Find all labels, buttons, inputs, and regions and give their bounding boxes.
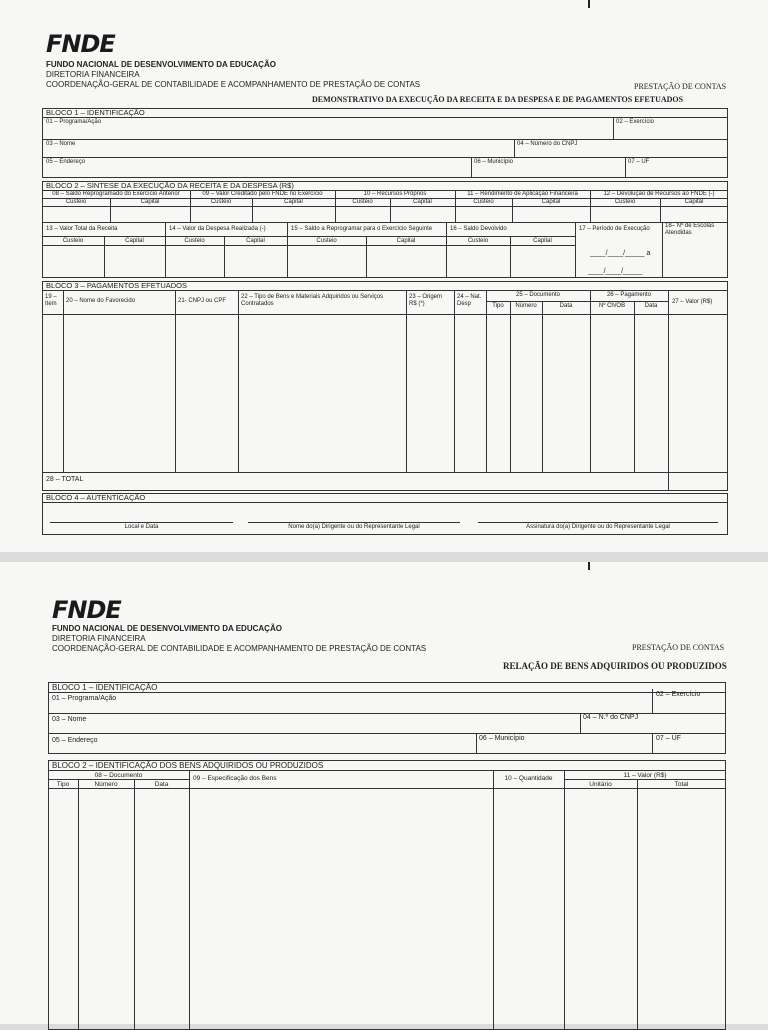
bloco2-header: BLOCO 2 – IDENTIFICAÇÃO DOS BENS ADQUIRIDOS OU PRODUZIDOS [52, 761, 324, 770]
custeio-label: Custeio [467, 238, 489, 244]
uf-field[interactable]: 07 – UF [628, 159, 650, 165]
cnpj-field[interactable]: 04 – N.º do CNPJ [583, 714, 639, 721]
binder-mark [588, 562, 590, 570]
doc-numero-header: Número [515, 303, 537, 309]
devolucao-recursos-header: 12 – Devolução de Recursos ao FNDE (-) [603, 191, 715, 197]
pag-ch-ob-header: Nº Ch/OB [598, 303, 626, 309]
periodo-inicio[interactable]: ____/____/_____ a [590, 250, 651, 257]
fnde-logo: FNDE [52, 596, 121, 624]
escolas-atendidas-header: 18– Nº de Escolas Atendidas [665, 223, 715, 236]
valor-header: 11 – Valor (R$) [623, 772, 667, 779]
especificacao-header: 09 – Especificação dos Bens [193, 775, 277, 782]
saldo-reprogramar-header: 15 – Saldo a Reprogramar para o Exercício Seguinte [291, 226, 433, 232]
nome-field[interactable]: 03 – Nome [52, 716, 87, 723]
total-row-label: 28 – TOTAL [46, 476, 84, 483]
form-title: DEMONSTRATIVO DA EXECUÇÃO DA RECEITA E DA DESPESA E DE PAGAMENTOS EFETUADOS [312, 95, 684, 104]
bloco4-header: BLOCO 4 – AUTENTICAÇÃO [46, 493, 146, 502]
programa-field[interactable]: 01 – Programa/Ação [52, 695, 117, 702]
directorate-name: DIRETORIA FINANCEIRA [46, 70, 140, 79]
coordination-name: COORDENAÇÃO-GERAL DE CONTABILIDADE E ACOMPANHAMENTO DE PRESTAÇÃO DE CONTAS [46, 80, 421, 89]
periodo-fim[interactable]: ____/____/_____ [588, 268, 643, 275]
bloco1-header: BLOCO 1 – IDENTIFICAÇÃO [52, 683, 158, 692]
capital-label: Capital [533, 238, 552, 244]
organization-name: FUNDO NACIONAL DE DESENVOLVIMENTO DA EDUCAÇÃO [52, 624, 282, 633]
nome-field[interactable]: 03 – Nome [46, 141, 76, 147]
capital-label: Capital [684, 199, 704, 205]
bloco3-pagamentos [42, 281, 728, 491]
programa-field[interactable]: 01 – Programa/Ação [46, 119, 102, 125]
municipio-field[interactable]: 06 – Município [479, 735, 525, 742]
recursos-proprios-header: 10 – Recursos Próprios [363, 191, 427, 197]
capital-label: Capital [541, 199, 561, 205]
directorate-name: DIRETORIA FINANCEIRA [52, 634, 146, 643]
binder-mark [588, 0, 590, 8]
endereco-field[interactable]: 05 – Endereço [46, 159, 86, 165]
doc-tipo-header: Tipo [492, 303, 504, 309]
assinatura-dirigente-signature-line[interactable]: Assinatura do(a) Dirigente ou do Representante Legal [526, 524, 670, 530]
exercicio-field[interactable]: 02 – Exercício [656, 691, 701, 698]
organization-header [52, 624, 426, 654]
favorecido-header: 20 – Nome do Favorecido [66, 298, 136, 304]
form-title: RELAÇÃO DE BENS ADQUIRIDOS OU PRODUZIDOS [503, 661, 727, 671]
documento-header: 25 – Documento [515, 292, 561, 298]
exercicio-field[interactable]: 02 – Exercício [616, 119, 655, 125]
valor-total-header: Total [674, 781, 689, 788]
page-gap [0, 552, 768, 562]
cnpj-field[interactable]: 04 – Número do CNPJ [517, 141, 578, 147]
saldo-reprogramado-header: 08 – Saldo Reprogramado do Exercício Anterior [52, 191, 180, 197]
rendimento-aplicacao-header: 11 – Rendimento de Aplicação Financeira [467, 191, 578, 197]
custeio-label: Custeio [62, 238, 84, 244]
quantidade-header: 10 – Quantidade [504, 775, 553, 782]
local-data-signature-line[interactable]: Local e Data [124, 524, 159, 530]
pag-data-header: Data [644, 303, 658, 309]
doc-numero-header: Número [94, 781, 118, 788]
origem-header: 23 – Origem R$ (*) [409, 294, 443, 307]
item-header: 19 – Item [45, 294, 57, 307]
capital-label: Capital [246, 238, 265, 244]
custeio-label: Custeio [184, 238, 205, 244]
bloco2-bens [48, 760, 726, 1030]
bloco2-header: BLOCO 2 – SÍNTESE DA EXECUÇÃO DA RECEITA E DA DESPESA (R$) [46, 181, 294, 190]
document-type: PRESTAÇÃO DE CONTAS [634, 82, 727, 91]
bloco3-header: BLOCO 3 – PAGAMENTOS EFETUADOS [46, 281, 188, 290]
capital-label: Capital [284, 199, 303, 205]
nome-dirigente-signature-line[interactable]: Nome do(a) Dirigente ou do Representante Legal [288, 524, 420, 530]
fnde-logo: FNDE [46, 30, 115, 58]
capital-label: Capital [125, 238, 144, 244]
municipio-field[interactable]: 06 – Município [474, 159, 514, 165]
cnpj-cpf-header: 21- CNPJ ou CPF [178, 298, 227, 304]
capital-label: Capital [413, 199, 432, 205]
natureza-despesa-header: 24 – Nat. Desp [457, 294, 482, 307]
form-page-relacao-bens [0, 562, 768, 1024]
custeio-label: Custeio [352, 199, 373, 205]
custeio-label: Custeio [614, 199, 636, 205]
organization-header [46, 60, 420, 90]
valor-header: 27 – Valor (R$) [672, 299, 713, 305]
valor-despesa-realizada-header: 14 – Valor da Despesa Realizada (-) [169, 226, 266, 232]
endereco-field[interactable]: 05 – Endereço [52, 737, 98, 744]
valor-total-receita-header: 13 – Valor Total da Receita [46, 226, 118, 232]
custeio-label: Custeio [65, 199, 87, 205]
document-type: PRESTAÇÃO DE CONTAS [632, 643, 725, 652]
saldo-devolvido-header: 16 – Saldo Devolvido [450, 226, 507, 232]
doc-data-header: Data [559, 303, 573, 309]
periodo-execucao-header: 17 – Período de Execução [579, 226, 650, 232]
capital-label: Capital [396, 238, 416, 244]
pagamento-header: 26 – Pagamento [606, 292, 652, 298]
doc-data-header: Data [154, 781, 169, 788]
coordination-name: COORDENAÇÃO-GERAL DE CONTABILIDADE E ACOMPANHAMENTO DE PRESTAÇÃO DE CONTAS [52, 644, 427, 653]
custeio-label: Custeio [316, 238, 337, 244]
custeio-label: Custeio [473, 199, 494, 205]
capital-label: Capital [140, 199, 160, 205]
documento-header: 08 – Documento [94, 772, 143, 779]
tipo-bens-header: 22 – Tipo de Bens e Materiais Adquiridos ou Serviços Contratados [241, 294, 384, 307]
organization-name: FUNDO NACIONAL DE DESENVOLVIMENTO DA EDUCAÇÃO [46, 60, 276, 69]
bloco1-header: BLOCO 1 – IDENTIFICAÇÃO [46, 108, 145, 117]
uf-field[interactable]: 07 – UF [656, 735, 681, 742]
valor-unitario-header: Unitário [589, 781, 612, 788]
doc-tipo-header: Tipo [56, 781, 70, 788]
custeio-label: Custeio [210, 199, 232, 205]
valor-creditado-header: 09 – Valor Creditado pelo FNDE no Exercício [202, 191, 323, 197]
